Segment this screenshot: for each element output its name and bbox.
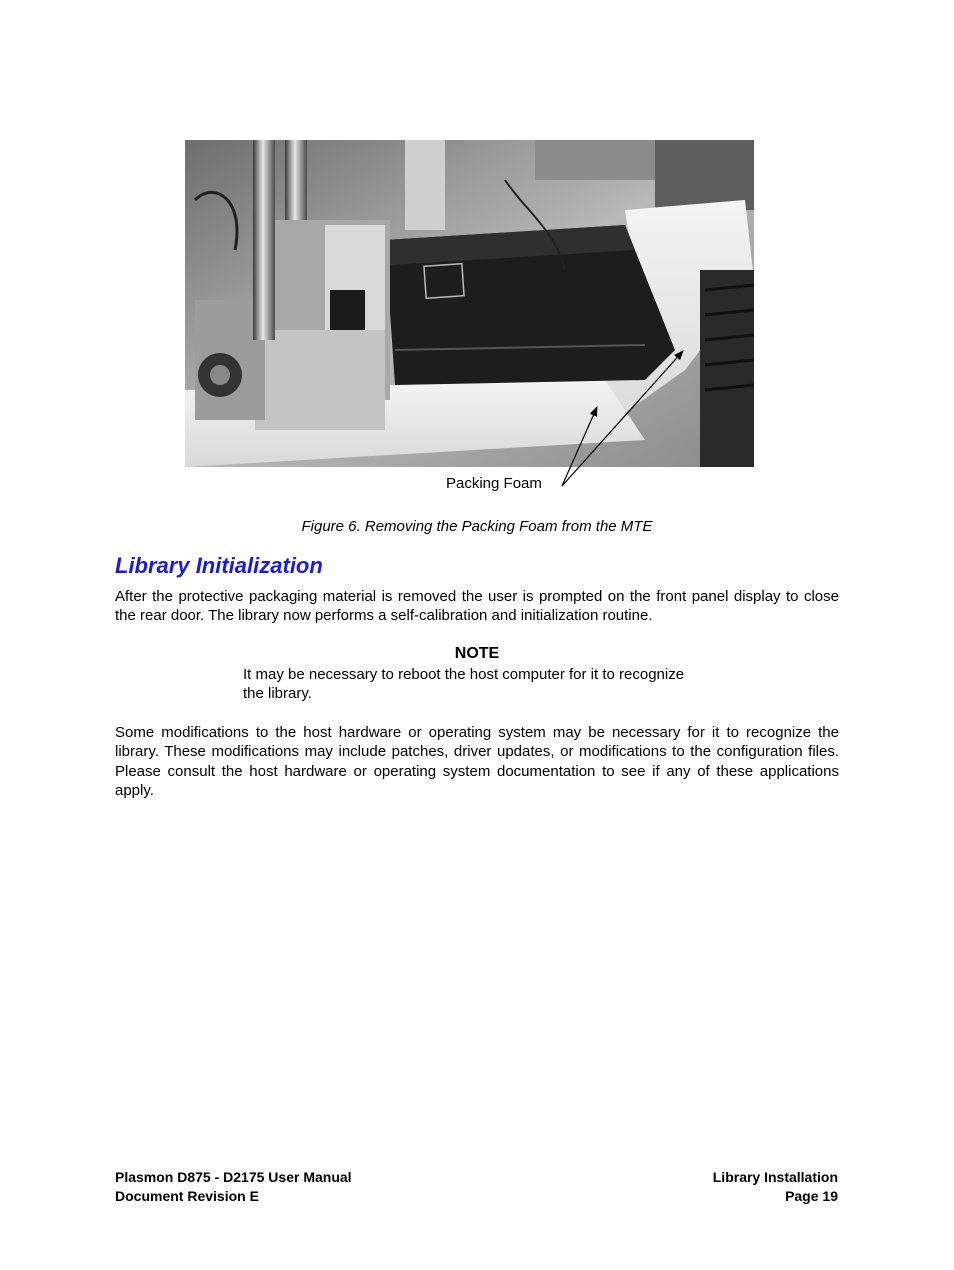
body-paragraph: Some modifications to the host hardware or operating system may be necessary for it to recognize the library. These modifications may include patches, driver updates, or modifications to the configuration files. Please consult the host hardware or operating system documentation to see if any of these applications apply.: [115, 724, 839, 799]
footer-left: [115, 1168, 352, 1206]
note-line-2: the library.: [243, 685, 312, 703]
footer-revision: Document Revision E: [115, 1188, 259, 1204]
intro-paragraph: After the protective packaging material is removed the user is prompted on the front panel display to close the rear door. The library now performs a self-calibration and initialization routine.: [115, 588, 839, 625]
footer-manual-title: Plasmon D875 - D2175 User Manual: [115, 1169, 352, 1185]
callout-arrow-2: [562, 351, 683, 486]
section-title: Library Initialization: [115, 553, 323, 578]
figure-caption: Figure 6. Removing the Packing Foam from the MTE: [301, 518, 653, 535]
note-line-1: It may be necessary to reboot the host computer for it to recognize: [243, 666, 685, 683]
footer-chapter: Library Installation: [712, 1169, 838, 1185]
note-heading: NOTE: [454, 645, 500, 662]
callout-label: Packing Foam: [446, 475, 542, 492]
footer-page-number: Page 19: [785, 1188, 838, 1204]
note-body: [243, 665, 723, 704]
callout-arrow-1: [562, 407, 597, 486]
footer-right: [713, 1168, 838, 1206]
